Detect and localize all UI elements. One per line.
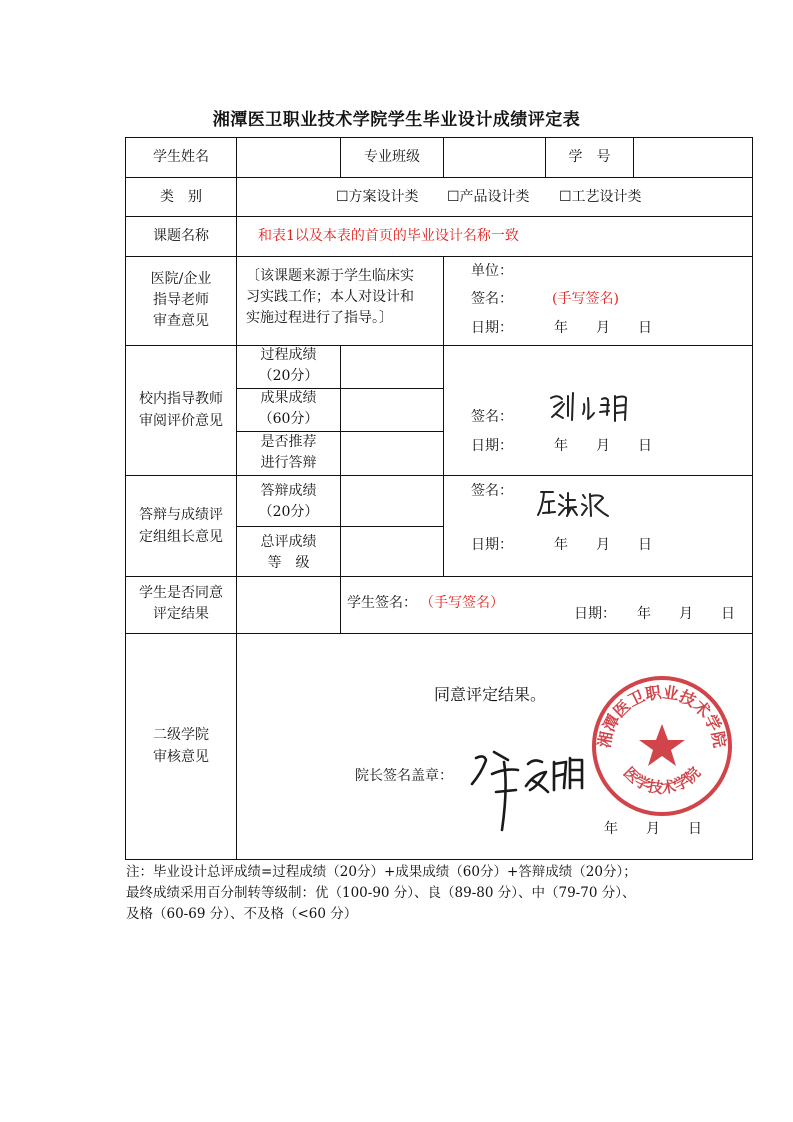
student-sign-value: （手写签名） [420,595,504,611]
seal-text-bottom: 医学技术学院 [619,763,705,798]
option-product-design[interactable]: ☐产品设计类 [447,189,530,205]
dean-sign-label: 院长签名盖章： [355,768,453,784]
leader-date-label: 日期： [471,537,513,553]
note-line-3: 及格（60-69 分）、不及格（<60 分） [126,906,358,922]
result-score-label: 成果成绩 （60分） [258,390,319,427]
student-name-label: 学生姓名 [153,149,209,165]
student-id-label: 学 号 [568,149,611,165]
teacher-sign-label: 签名： [471,409,513,425]
class-label: 专业班级 [364,149,420,165]
leader-date-parts: 年 月 日 [554,537,652,553]
hospital-mentor-label: 医院/企业 指导老师 审查意见 [150,271,212,329]
topic-label: 课题名称 [153,228,209,244]
college-review-label: 二级学院 审核意见 [153,727,209,765]
defense-recommend-label: 是否推荐 进行答辩 [260,434,317,471]
total-grade-label: 总评成绩 等 级 [260,534,317,571]
leader-signature [535,486,613,520]
option-process-design[interactable]: ☐工艺设计类 [559,189,642,205]
mentor-sign-label: 签名： [471,291,513,307]
student-date-label: 日期： [574,606,616,622]
teacher-date-label: 日期： [471,438,513,454]
mentor-date-label: 日期： [471,320,513,336]
student-agree-label: 学生是否同意 评定结果 [139,585,223,622]
dean-signature [462,738,590,834]
dean-date-parts: 年 月 日 [604,821,702,837]
form-notes [126,862,637,925]
college-seal [588,672,736,820]
mentor-date-parts: 年 月 日 [554,320,652,336]
topic-value: 和表1以及本表的首页的毕业设计名称一致 [258,228,519,244]
teacher-date-parts: 年 月 日 [554,438,652,454]
teacher-signature [548,390,640,424]
mentor-sign-value: (手写签名) [552,291,619,307]
note-line-2: 最终成绩采用百分制转等级制：优（100-90 分）、良（89-80 分）、中（79-70 分）、 [126,885,636,901]
student-sign-label: 学生签名： [347,595,417,611]
agree-result-text: 同意评定结果。 [434,685,547,704]
leader-sign-label: 签名： [471,483,513,499]
form-title: 湘潭医卫职业技术学院学生毕业设计成绩评定表 [212,110,581,130]
category-label: 类 别 [160,189,202,205]
student-date-parts: 年 月 日 [637,606,735,622]
note-line-1: 注：毕业设计总评成绩=过程成绩（20分）+成果成绩（60分）+答辩成绩（20分）； [126,864,637,880]
school-teacher-label: 校内指导教师 审阅评价意见 [139,391,223,429]
defense-leader-label: 答辩与成绩评 定组组长意见 [139,507,223,545]
svg-text:医学技术学院 [620,764,704,798]
defense-score-label: 答辩成绩 （20分） [258,483,319,520]
process-score-label: 过程成绩 （20分） [258,347,319,384]
seal-text-top: 湘潭医卫职业技术学院 [594,682,730,750]
option-scheme-design[interactable]: ☐方案设计类 [336,189,419,205]
unit-label: 单位： [471,263,513,279]
mentor-opinion: 〔该课题来源于学生临床实 习实践工作；本人对设计和 实施过程进行了指导。〕 [246,268,414,326]
